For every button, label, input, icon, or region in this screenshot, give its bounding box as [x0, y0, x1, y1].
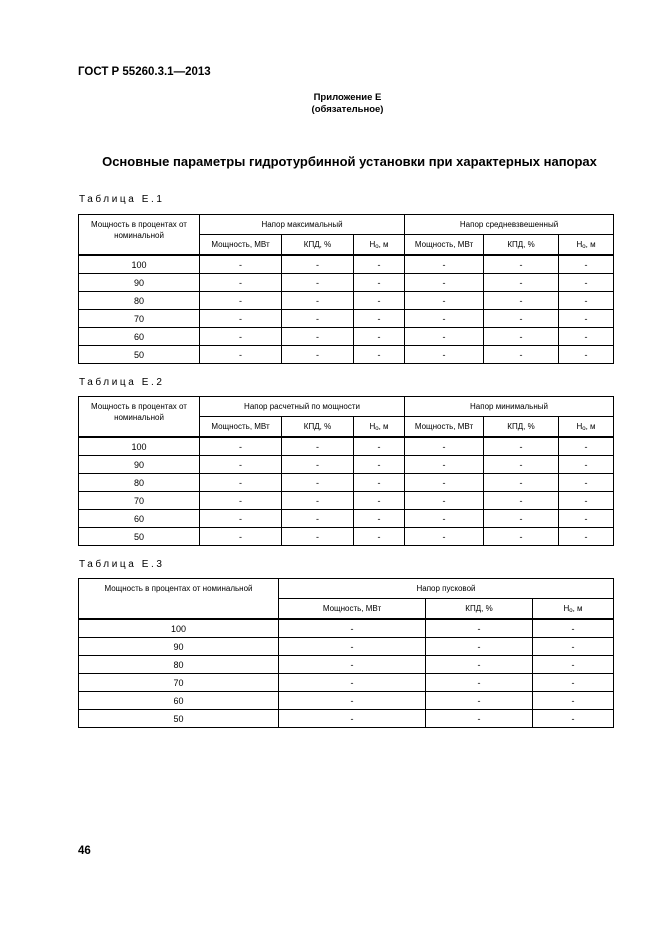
- value-cell: -: [200, 474, 282, 492]
- percent-cell: 50: [79, 528, 200, 546]
- appendix-status: (обязательное): [311, 104, 384, 115]
- group-header: Напор максимальный: [200, 215, 405, 235]
- value-cell: -: [354, 528, 405, 546]
- column-header: $Н_о$, м: [354, 235, 405, 256]
- value-cell: -: [426, 692, 533, 710]
- value-cell: -: [354, 474, 405, 492]
- value-cell: -: [200, 255, 282, 274]
- percent-cell: 50: [79, 710, 279, 728]
- column-header: КПД, %: [282, 417, 354, 438]
- value-cell: -: [279, 710, 426, 728]
- table-row: [79, 656, 614, 674]
- percent-cell: 70: [79, 310, 200, 328]
- value-cell: -: [279, 619, 426, 638]
- value-cell: -: [484, 492, 559, 510]
- value-cell: -: [405, 292, 484, 310]
- value-cell: -: [354, 510, 405, 528]
- value-cell: -: [200, 456, 282, 474]
- value-cell: -: [405, 528, 484, 546]
- value-cell: -: [426, 619, 533, 638]
- value-cell: -: [200, 274, 282, 292]
- value-cell: -: [279, 656, 426, 674]
- value-cell: -: [282, 346, 354, 364]
- value-cell: -: [282, 492, 354, 510]
- table-row: [79, 692, 614, 710]
- value-cell: -: [200, 310, 282, 328]
- value-cell: -: [200, 328, 282, 346]
- table-row: [79, 346, 614, 364]
- page-number: 46: [78, 845, 91, 857]
- percent-cell: 100: [79, 619, 279, 638]
- table-row: [79, 310, 614, 328]
- value-cell: -: [484, 456, 559, 474]
- column-header: $Н_о$, м: [354, 417, 405, 438]
- value-cell: -: [405, 474, 484, 492]
- appendix-title: Приложение Е: [313, 92, 382, 103]
- value-cell: -: [559, 346, 614, 364]
- value-cell: -: [354, 346, 405, 364]
- table-row: [79, 510, 614, 528]
- value-cell: -: [405, 437, 484, 456]
- table-row: [79, 528, 614, 546]
- column-header: Мощность, МВт: [405, 235, 484, 256]
- value-cell: -: [282, 528, 354, 546]
- value-cell: -: [282, 456, 354, 474]
- value-cell: -: [484, 310, 559, 328]
- table-row: [79, 292, 614, 310]
- table-row: [79, 255, 614, 274]
- table-row: [79, 492, 614, 510]
- value-cell: -: [484, 437, 559, 456]
- value-cell: -: [282, 474, 354, 492]
- column-header: КПД, %: [484, 235, 559, 256]
- percent-cell: 60: [79, 328, 200, 346]
- value-cell: -: [559, 456, 614, 474]
- value-cell: -: [405, 328, 484, 346]
- table-row: [79, 710, 614, 728]
- group-header: Напор расчетный по мощности: [200, 397, 405, 417]
- value-cell: -: [426, 638, 533, 656]
- value-cell: -: [354, 255, 405, 274]
- value-cell: -: [533, 656, 614, 674]
- value-cell: -: [282, 274, 354, 292]
- value-cell: -: [354, 328, 405, 346]
- value-cell: -: [405, 274, 484, 292]
- value-cell: -: [282, 437, 354, 456]
- percent-cell: 80: [79, 474, 200, 492]
- value-cell: -: [200, 492, 282, 510]
- value-cell: -: [426, 656, 533, 674]
- value-cell: -: [200, 437, 282, 456]
- table-row: [79, 674, 614, 692]
- value-cell: -: [405, 510, 484, 528]
- column-header: КПД, %: [426, 599, 533, 620]
- value-cell: -: [354, 274, 405, 292]
- standard-code: ГОСТ Р 55260.3.1—2013: [78, 66, 211, 78]
- value-cell: -: [559, 310, 614, 328]
- percent-cell: 50: [79, 346, 200, 364]
- group-header: Напор средневзвешенный: [405, 215, 614, 235]
- percent-cell: 80: [79, 656, 279, 674]
- value-cell: -: [426, 674, 533, 692]
- value-cell: -: [405, 310, 484, 328]
- table-row: [79, 456, 614, 474]
- table-row: [79, 328, 614, 346]
- row-header: Мощность в процентах от номинальной: [79, 579, 279, 620]
- value-cell: -: [200, 510, 282, 528]
- value-cell: -: [533, 674, 614, 692]
- value-cell: -: [354, 310, 405, 328]
- table-row: [79, 274, 614, 292]
- value-cell: -: [484, 292, 559, 310]
- group-header: Напор пусковой: [279, 579, 614, 599]
- value-cell: -: [559, 328, 614, 346]
- column-header: $Н_о$, м: [559, 417, 614, 438]
- row-header: Мощность в процентах от номинальной: [79, 215, 200, 256]
- table-e2: [78, 396, 614, 546]
- table-row: [79, 619, 614, 638]
- value-cell: -: [484, 510, 559, 528]
- table-row: [79, 474, 614, 492]
- value-cell: -: [484, 274, 559, 292]
- group-header: Напор минимальный: [405, 397, 614, 417]
- value-cell: -: [426, 710, 533, 728]
- table-row: [79, 437, 614, 456]
- column-header: Мощность, МВт: [405, 417, 484, 438]
- value-cell: -: [484, 255, 559, 274]
- value-cell: -: [282, 510, 354, 528]
- percent-cell: 80: [79, 292, 200, 310]
- column-header: Мощность, МВт: [200, 235, 282, 256]
- value-cell: -: [484, 528, 559, 546]
- value-cell: -: [559, 292, 614, 310]
- value-cell: -: [559, 528, 614, 546]
- value-cell: -: [354, 456, 405, 474]
- value-cell: -: [405, 456, 484, 474]
- percent-cell: 100: [79, 437, 200, 456]
- value-cell: -: [200, 292, 282, 310]
- value-cell: -: [282, 310, 354, 328]
- page-title: Основные параметры гидротурбинной установки при характерных напорах: [102, 154, 597, 169]
- value-cell: -: [354, 437, 405, 456]
- value-cell: -: [559, 437, 614, 456]
- value-cell: -: [533, 638, 614, 656]
- table-caption: Таблица Е.1: [79, 194, 165, 205]
- table-e3: [78, 578, 614, 728]
- value-cell: -: [279, 674, 426, 692]
- value-cell: -: [405, 492, 484, 510]
- value-cell: -: [559, 474, 614, 492]
- row-header: Мощность в процентах от номинальной: [79, 397, 200, 438]
- value-cell: -: [559, 510, 614, 528]
- value-cell: -: [405, 346, 484, 364]
- value-cell: -: [533, 710, 614, 728]
- value-cell: -: [484, 474, 559, 492]
- column-header: Мощность, МВт: [200, 417, 282, 438]
- table-e1: [78, 214, 614, 364]
- column-header: КПД, %: [282, 235, 354, 256]
- table-caption: Таблица Е.3: [79, 559, 165, 570]
- column-header: $Н_о$, м: [533, 599, 614, 620]
- percent-cell: 90: [79, 638, 279, 656]
- table-caption: Таблица Е.2: [79, 377, 165, 388]
- column-header: КПД, %: [484, 417, 559, 438]
- value-cell: -: [282, 328, 354, 346]
- table-row: [79, 638, 614, 656]
- value-cell: -: [354, 492, 405, 510]
- value-cell: -: [533, 692, 614, 710]
- value-cell: -: [354, 292, 405, 310]
- percent-cell: 70: [79, 674, 279, 692]
- percent-cell: 60: [79, 692, 279, 710]
- value-cell: -: [533, 619, 614, 638]
- value-cell: -: [279, 692, 426, 710]
- value-cell: -: [559, 492, 614, 510]
- percent-cell: 60: [79, 510, 200, 528]
- value-cell: -: [200, 528, 282, 546]
- value-cell: -: [559, 274, 614, 292]
- value-cell: -: [279, 638, 426, 656]
- value-cell: -: [559, 255, 614, 274]
- percent-cell: 90: [79, 456, 200, 474]
- column-header: Мощность, МВт: [279, 599, 426, 620]
- percent-cell: 90: [79, 274, 200, 292]
- value-cell: -: [484, 328, 559, 346]
- value-cell: -: [405, 255, 484, 274]
- column-header: $Н_о$, м: [559, 235, 614, 256]
- value-cell: -: [200, 346, 282, 364]
- value-cell: -: [282, 292, 354, 310]
- value-cell: -: [282, 255, 354, 274]
- percent-cell: 100: [79, 255, 200, 274]
- appendix-heading: [0, 92, 661, 116]
- value-cell: -: [484, 346, 559, 364]
- percent-cell: 70: [79, 492, 200, 510]
